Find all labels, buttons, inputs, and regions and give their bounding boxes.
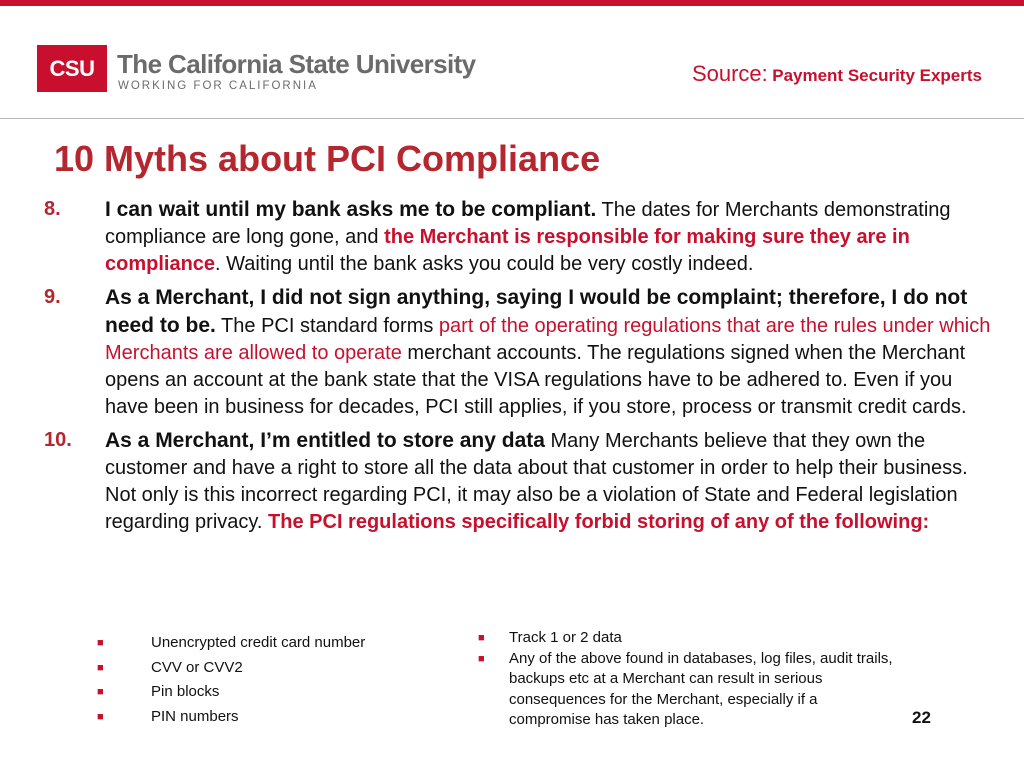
myth-item-8 (0, 196, 1000, 278)
list-item (97, 680, 365, 705)
list-item (478, 649, 898, 731)
myth-text: Many Merchants believe that they own the customer and have a right to store all the data about that customer in order to help their business. Not only is this incorrect regarding PCI, it may also be a violation of State and Federal legislation regarding privacy. (105, 430, 968, 533)
myth-heading: As a Merchant, I did not sign anything, saying I would be complaint; therefore, I do not need to be. (105, 286, 968, 337)
list-item-text: Track 1 or 2 data (509, 629, 622, 646)
slide-title: 10 Myths about PCI Compliance (54, 138, 601, 179)
myth-heading: I can wait until my bank asks me to be compliant. (105, 198, 597, 221)
myth-text: The dates for Merchants demonstrating compliance are long gone, and (105, 199, 951, 248)
logo-abbreviation: CSU (37, 45, 107, 92)
myth-text: The PCI standard forms (215, 315, 439, 337)
source-label: Source: (691, 61, 768, 86)
list-item (97, 656, 365, 681)
square-bullet-icon: ■ (478, 652, 485, 665)
forbidden-data-list-left (97, 631, 365, 729)
myth-highlight: the Merchant is responsible for making sure they are in compliance (105, 226, 910, 275)
square-bullet-icon: ■ (97, 710, 104, 723)
myth-number: 9. (44, 286, 61, 308)
myth-item-10 (0, 427, 1000, 536)
forbidden-data-list-right (478, 628, 898, 731)
logo-university-name: The California State University (117, 49, 476, 79)
square-bullet-icon: ■ (97, 661, 104, 674)
source-credit (692, 61, 982, 87)
logo-tagline: WORKING FOR CALIFORNIA (118, 80, 318, 92)
myth-text-end: . Waiting until the bank asks you could be very costly indeed. (215, 253, 754, 275)
myth-number: 8. (44, 198, 61, 220)
list-item-text: Pin blocks (151, 683, 220, 700)
myth-number: 10. (44, 429, 72, 451)
square-bullet-icon: ■ (97, 686, 104, 698)
list-item-text: PIN numbers (151, 707, 239, 725)
source-value: Payment Security Experts (772, 66, 982, 85)
myth-highlight: part of the operating regulations that are the rules under which Merchants are allowed to operate (105, 315, 991, 364)
myth-text-end: merchant accounts. The regulations signed when the Merchant opens an account at the bank state that the VISA regulations have to be adhered to. Even if you have been in business for decades, PCI still applies, if you store, process or transmit credit cards. (105, 342, 967, 418)
list-item-text: CVV or CVV2 (151, 658, 243, 676)
list-item (97, 705, 365, 730)
list-item (478, 628, 898, 649)
list-item-text: Unencrypted credit card number (151, 634, 366, 651)
myth-highlight: The PCI regulations specifically forbid storing of any of the following: (268, 511, 930, 533)
square-bullet-icon: ■ (97, 637, 104, 649)
square-bullet-icon: ■ (478, 632, 485, 644)
myths-list (0, 196, 1000, 542)
header-divider (0, 118, 1024, 119)
myth-heading: As a Merchant, I’m entitled to store any data (105, 429, 545, 452)
list-item (97, 631, 365, 656)
myth-item-9 (0, 284, 1000, 421)
page-number: 22 (912, 708, 931, 727)
top-accent-bar (0, 0, 1024, 6)
list-item-text: Any of the above found in databases, log files, audit trails, backups etc at a Merchant can result in serious consequences for the Merchant, especially if a compromise has taken place. (509, 649, 893, 728)
